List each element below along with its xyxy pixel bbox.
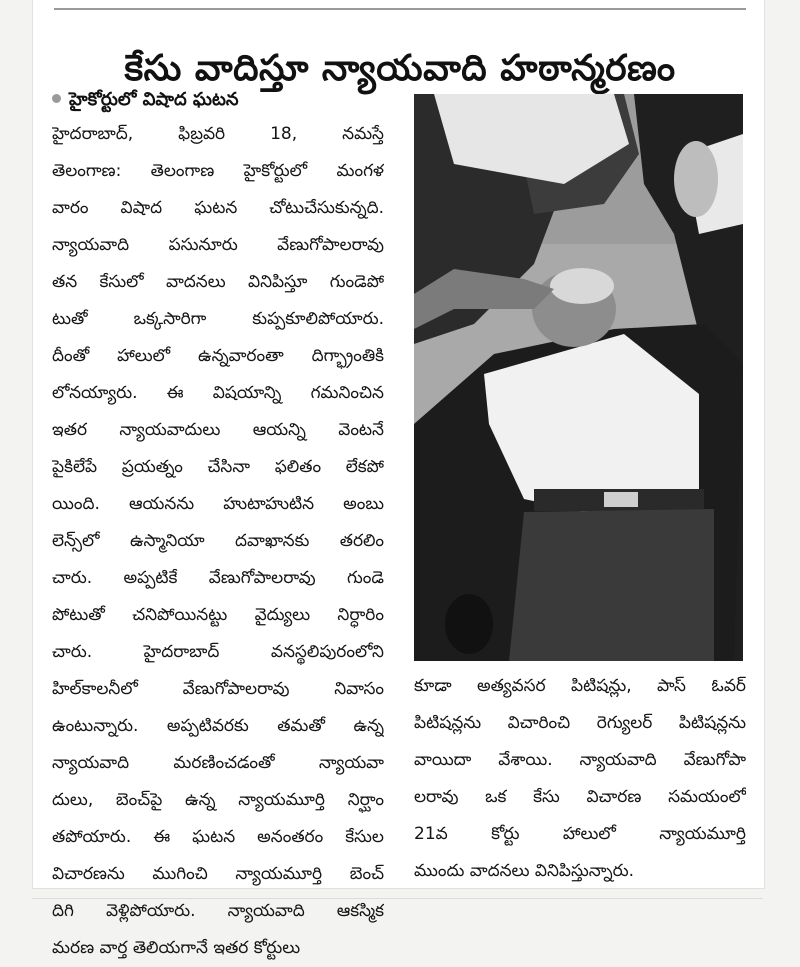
text-line: హైదరాబాద్, ఫిబ్రవరి 18, నమస్తే xyxy=(52,124,384,144)
text-line: వారం విషాద ఘటన చోటుచేసుకున్నది. xyxy=(52,198,384,218)
bullet-dot-icon xyxy=(52,94,61,103)
text-line: చారు. అప్పటికే వేణుగోపాలరావు గుండె xyxy=(52,568,384,588)
text-line: దీంతో హాలులో ఉన్నవారంతా దిగ్భ్రాంతికి xyxy=(52,346,384,366)
text-line: హిల్‌కాలనీలో వేణుగోపాలరావు నివాసం xyxy=(52,679,384,699)
headline: కేసు వాదిస్తూ న్యాయవాది హఠాన్మరణం xyxy=(124,48,676,90)
news-photo xyxy=(414,94,743,661)
text-line: పిటిషన్లను విచారించి రెగ్యులర్ పిటిషన్లను xyxy=(414,713,746,733)
text-line: ముందు వాదనలు వినిపిస్తున్నారు. xyxy=(414,861,635,881)
text-line: టుతో ఒక్కసారిగా కుప్పకూలిపోయారు. xyxy=(52,309,384,329)
text-line: న్యాయవాది మరణించడంతో న్యాయవా xyxy=(52,753,384,773)
text-line: కూడా అత్యవసర పిటిషన్లు, పాస్ ఓవర్ xyxy=(414,676,746,696)
text-line: తన కేసులో వాదనలు వినిపిస్తూ గుండెపో xyxy=(52,272,384,292)
text-line: చారు. హైదరాబాద్ వనస్థలిపురంలోని xyxy=(52,642,384,662)
photo-illustration xyxy=(414,94,743,661)
text-line: లరావు ఒక కేసు విచారణ సమయంలో xyxy=(414,787,746,807)
text-line: విచారణను ముగించి న్యాయమూర్తి బెంచ్ xyxy=(52,864,384,884)
text-line: వాయిదా వేశాయి. న్యాయవాది వేణుగోపా xyxy=(414,750,746,770)
text-line: పైకిలేపే ప్రయత్నం చేసినా ఫలితం లేకపో xyxy=(52,457,384,477)
top-divider xyxy=(54,8,746,10)
kicker-text: హైకోర్టులో విషాద ఘటన xyxy=(69,89,239,110)
text-line: దులు, బెంచ్‌పై ఉన్న న్యాయమూర్తి నిర్ఘాం xyxy=(52,790,384,810)
text-line: 21వ కోర్టు హాలులో న్యాయమూర్తి xyxy=(414,824,746,844)
text-line: మరణ వార్త తెలియగానే ఇతర కోర్టులు xyxy=(52,938,301,958)
bottom-divider xyxy=(32,898,763,899)
text-line: న్యాయవాది పసునూరు వేణుగోపాలరావు xyxy=(52,235,384,255)
text-line: పోటుతో చనిపోయినట్టు వైద్యులు నిర్ధారిం xyxy=(52,605,384,625)
text-line: లెన్స్‌లో ఉస్మానియా దవాఖానకు తరలిం xyxy=(52,531,384,551)
text-line: లోనయ్యారు. ఈ విషయాన్ని గమనించిన xyxy=(52,383,384,403)
kicker xyxy=(52,86,239,114)
text-line: తెలంగాణ: తెలంగాణ హైకోర్టులో మంగళ xyxy=(52,161,384,181)
text-line: దిగి వెళ్లిపోయారు. న్యాయవాది ఆకస్మిక xyxy=(52,901,384,921)
text-line: ఇతర న్యాయవాదులు ఆయన్ని వెంటనే xyxy=(52,420,384,440)
text-line: తపోయారు. ఈ ఘటన అనంతరం కేసుల xyxy=(52,827,384,847)
text-line: యింది. ఆయనను హుటాహుటిన అంబు xyxy=(52,494,384,514)
right-column-text xyxy=(414,668,746,890)
left-column-text xyxy=(52,116,384,967)
text-line: ఉంటున్నారు. అప్పటివరకు తమతో ఉన్న xyxy=(52,716,384,736)
